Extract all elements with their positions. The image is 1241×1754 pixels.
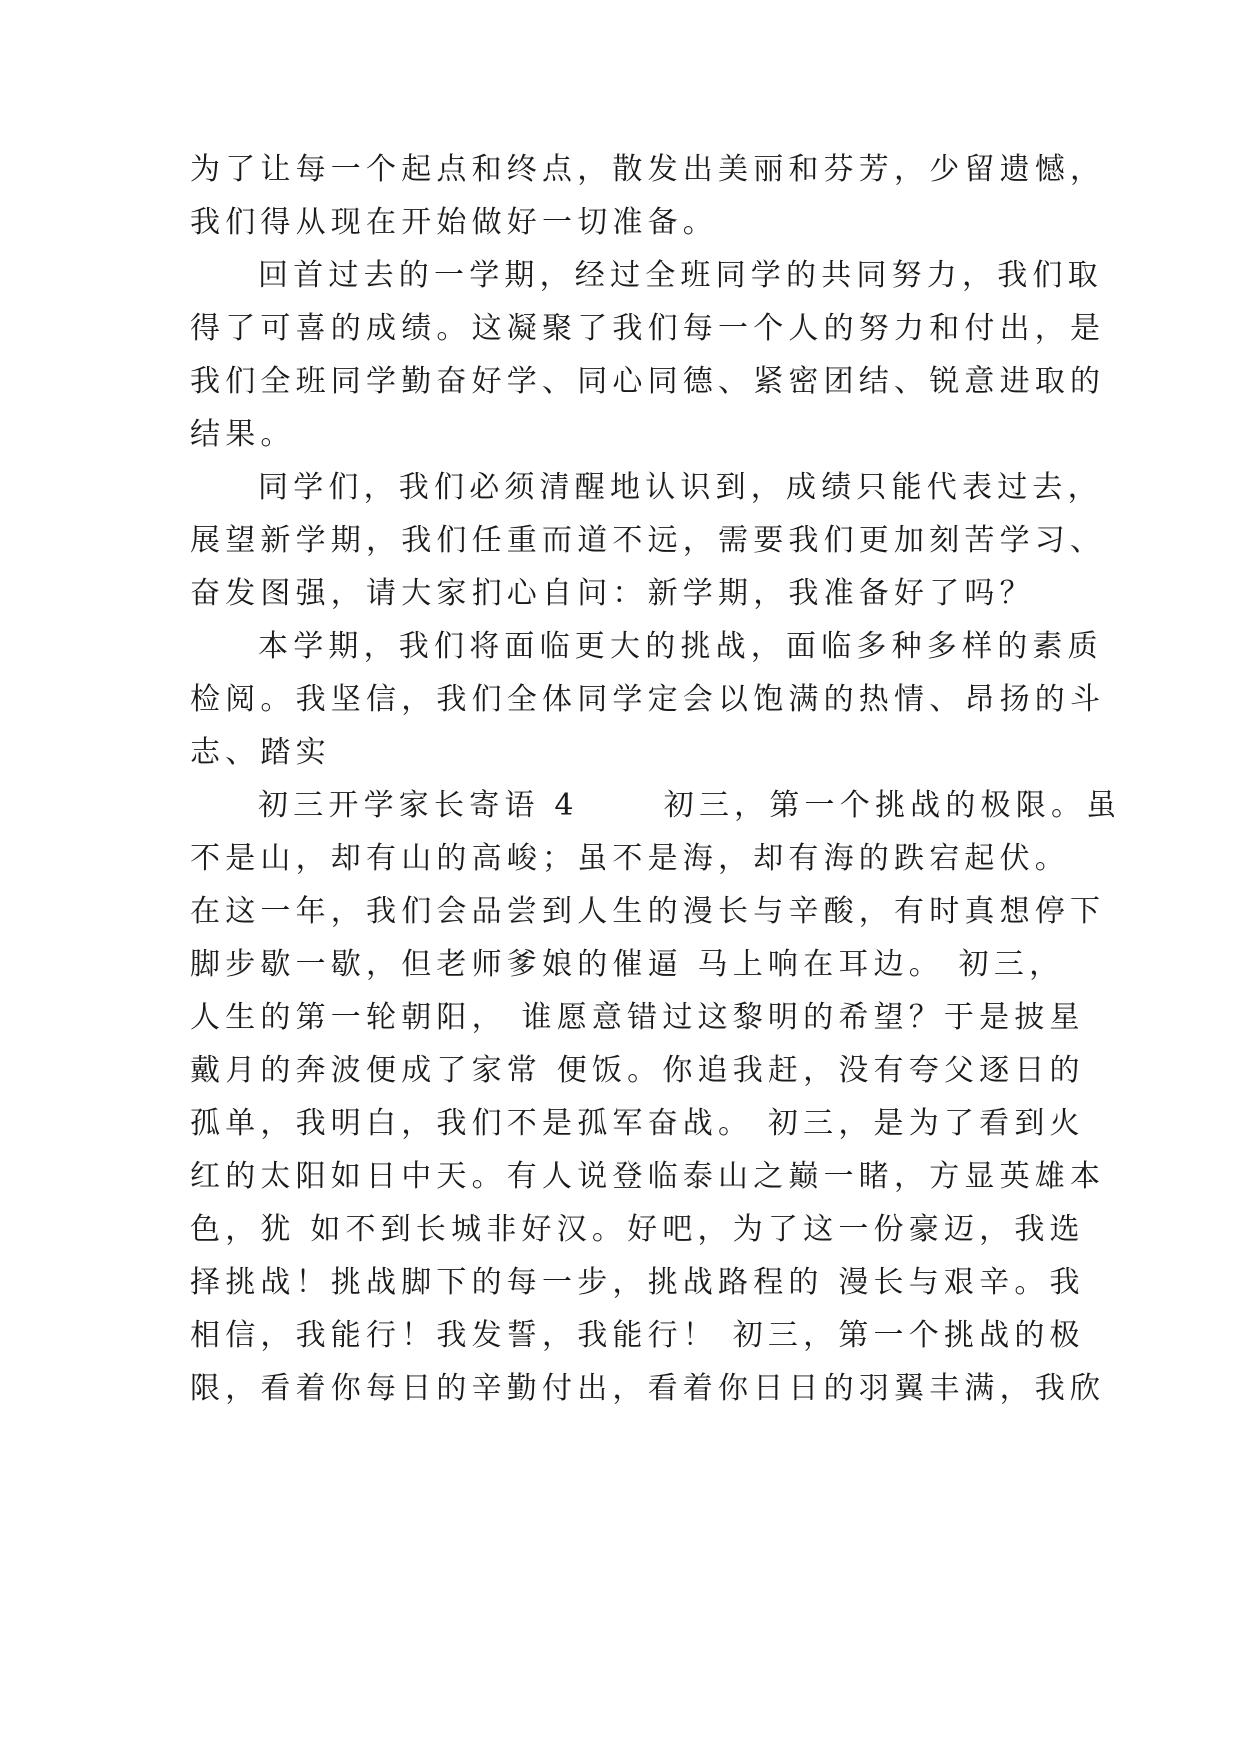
text-line: 色，犹 如不到长城非好汉。好吧，为了这一份豪迈，我选 [190, 1212, 1085, 1247]
text-line: 我们全班同学勤奋好学、同心同德、紧密团结、锐意进取的 [190, 364, 1106, 399]
text-line: 本学期，我们将面临更大的挑战，面临多种多样的素质 [258, 629, 1103, 664]
text-line: 为了让每一个起点和终点，散发出美丽和芬芳，少留遗憾， [190, 152, 1106, 187]
text-line: 志、踏实 [190, 735, 331, 770]
text-line: 回首过去的一学期，经过全班同学的共同努力，我们取 [258, 258, 1103, 293]
text-line: 戴月的奔波便成了家常 便饭。你追我赶，没有夸父逐日的 [190, 1053, 1085, 1088]
text-line: 初三开学家长寄语 4 初三，第一个挑战的极限。虽 [258, 788, 1122, 823]
text-line: 孤单，我明白，我们不是孤军奋战。 初三，是为了看到火 [190, 1106, 1085, 1141]
text-line: 脚步歇一歇，但老师爹娘的催逼 马上响在耳边。 初三， [190, 947, 1065, 982]
text-line: 人生的第一轮朝阳， 谁愿意错过这黎明的希望？于是披星 [190, 1000, 1085, 1035]
text-line: 同学们，我们必须清醒地认识到，成绩只能代表过去， [258, 470, 1103, 505]
text-line: 不是山，却有山的高峻；虽不是海，却有海的跌宕起伏。 [190, 841, 1070, 876]
text-line: 展望新学期，我们任重而道不远，需要我们更加刻苦学习、 [190, 523, 1106, 558]
text-line: 相信，我能行！我发誓，我能行！ 初三，第一个挑战的极 [190, 1318, 1085, 1353]
text-line: 限，看着你每日的辛勤付出，看着你日日的羽翼丰满，我欣 [190, 1371, 1106, 1406]
text-line: 得了可喜的成绩。这凝聚了我们每一个人的努力和付出，是 [190, 311, 1106, 346]
text-line: 红的太阳如日中天。有人说登临泰山之巅一睹，方显英雄本 [190, 1159, 1106, 1194]
text-line: 结果。 [190, 417, 296, 452]
text-line: 奋发图强，请大家扪心自问：新学期，我准备好了吗？ [190, 576, 1035, 611]
text-line: 我们得从现在开始做好一切准备。 [190, 205, 718, 240]
text-line: 择挑战！挑战脚下的每一步，挑战路程的 漫长与艰辛。我 [190, 1265, 1085, 1300]
text-line: 检阅。我坚信，我们全体同学定会以饱满的热情、昂扬的斗 [190, 682, 1106, 717]
text-line: 在这一年，我们会品尝到人生的漫长与辛酸，有时真想停下 [190, 894, 1106, 929]
